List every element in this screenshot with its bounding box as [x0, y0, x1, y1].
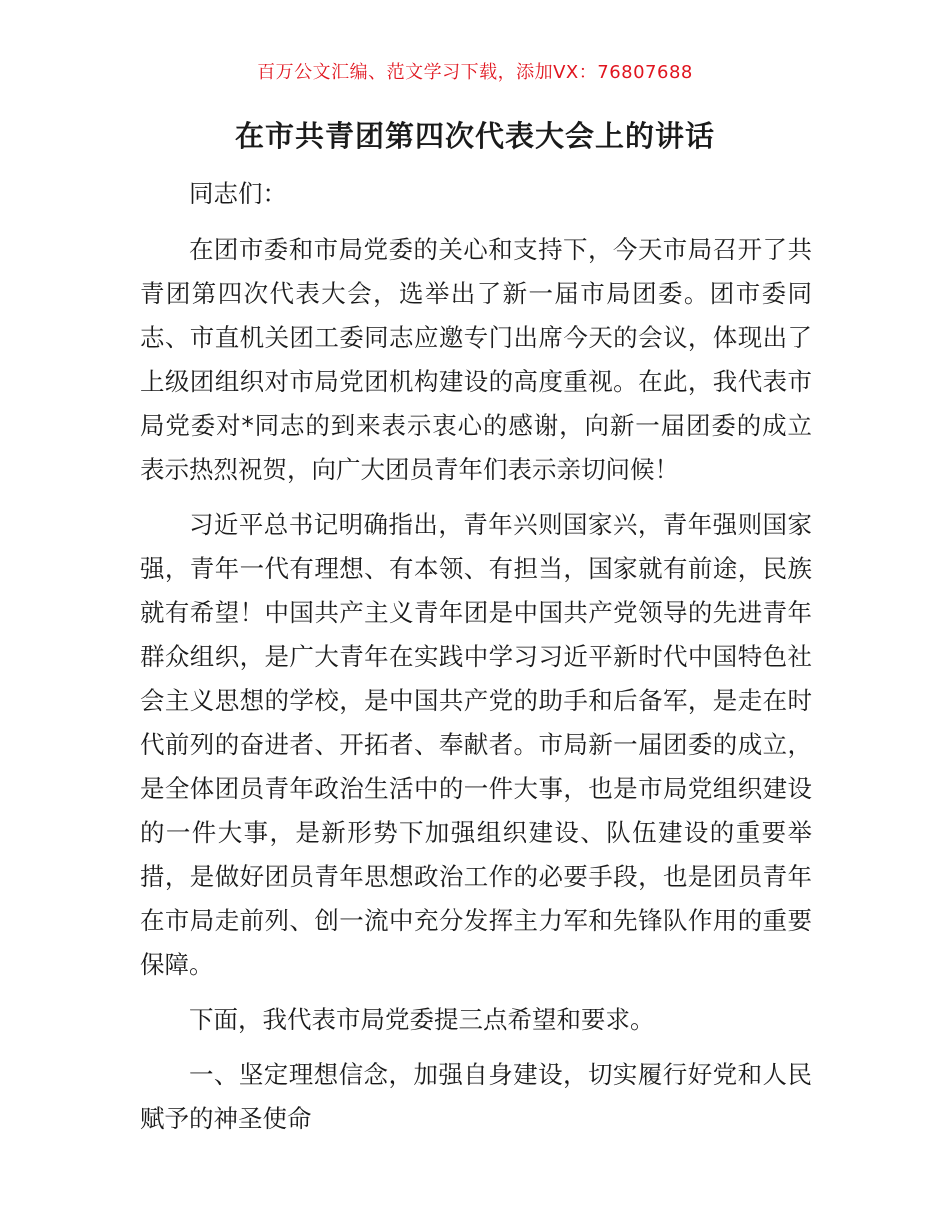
document-body [140, 172, 812, 1152]
document-title: 在市共青团第四次代表大会上的讲话 [234, 119, 715, 153]
salutation: 同志们： [189, 179, 287, 208]
section-heading-one: 一、坚定理想信念，加强自身建设，切实履行好党和人民赋予的神圣使命 [140, 1060, 812, 1133]
paragraph-significance: 习近平总书记明确指出，青年兴则国家兴，青年强则国家强，青年一代有理想、有本领、有担当，国家就有前途，民族就有希望！中国共产主义青年团是中国共产党领导的先进青年群众组织，是广大青年在实践中学习习近平新时代中国特色社会主义思想的学校，是中国共产党的助手和后备军，是走在时代前列的奋进者、开拓者、奉献者。市局新一届团委的成立，是全体团员青年政治生活中的一件大事，也是市局党组织建设的一件大事，是新形势下加强组织建设、队伍建设的重要举措，是做好团员青年思想政治工作的必要手段，也是团员青年在市局走前列、创一流中充分发挥主力军和先锋队作用的重要保障。 [140, 510, 812, 979]
paragraph-requirements-lead: 下面，我代表市局党委提三点希望和要求。 [189, 1005, 655, 1034]
header-watermark-note: 百万公文汇编、范文学习下载，添加VX：76807688 [257, 62, 693, 83]
paragraph-intro: 在团市委和市局党委的关心和支持下，今天市局召开了共青团第四次代表大会，选举出了新一届市局团委。团市委同志、市直机关团工委同志应邀专门出席今天的会议，体现出了上级团组织对市局党团机构建设的高度重视。在此，我代表市局党委对*同志的到来表示衷心的感谢，向新一届团委的成立表示热烈祝贺，向广大团员青年们表示亲切问候！ [140, 235, 812, 484]
